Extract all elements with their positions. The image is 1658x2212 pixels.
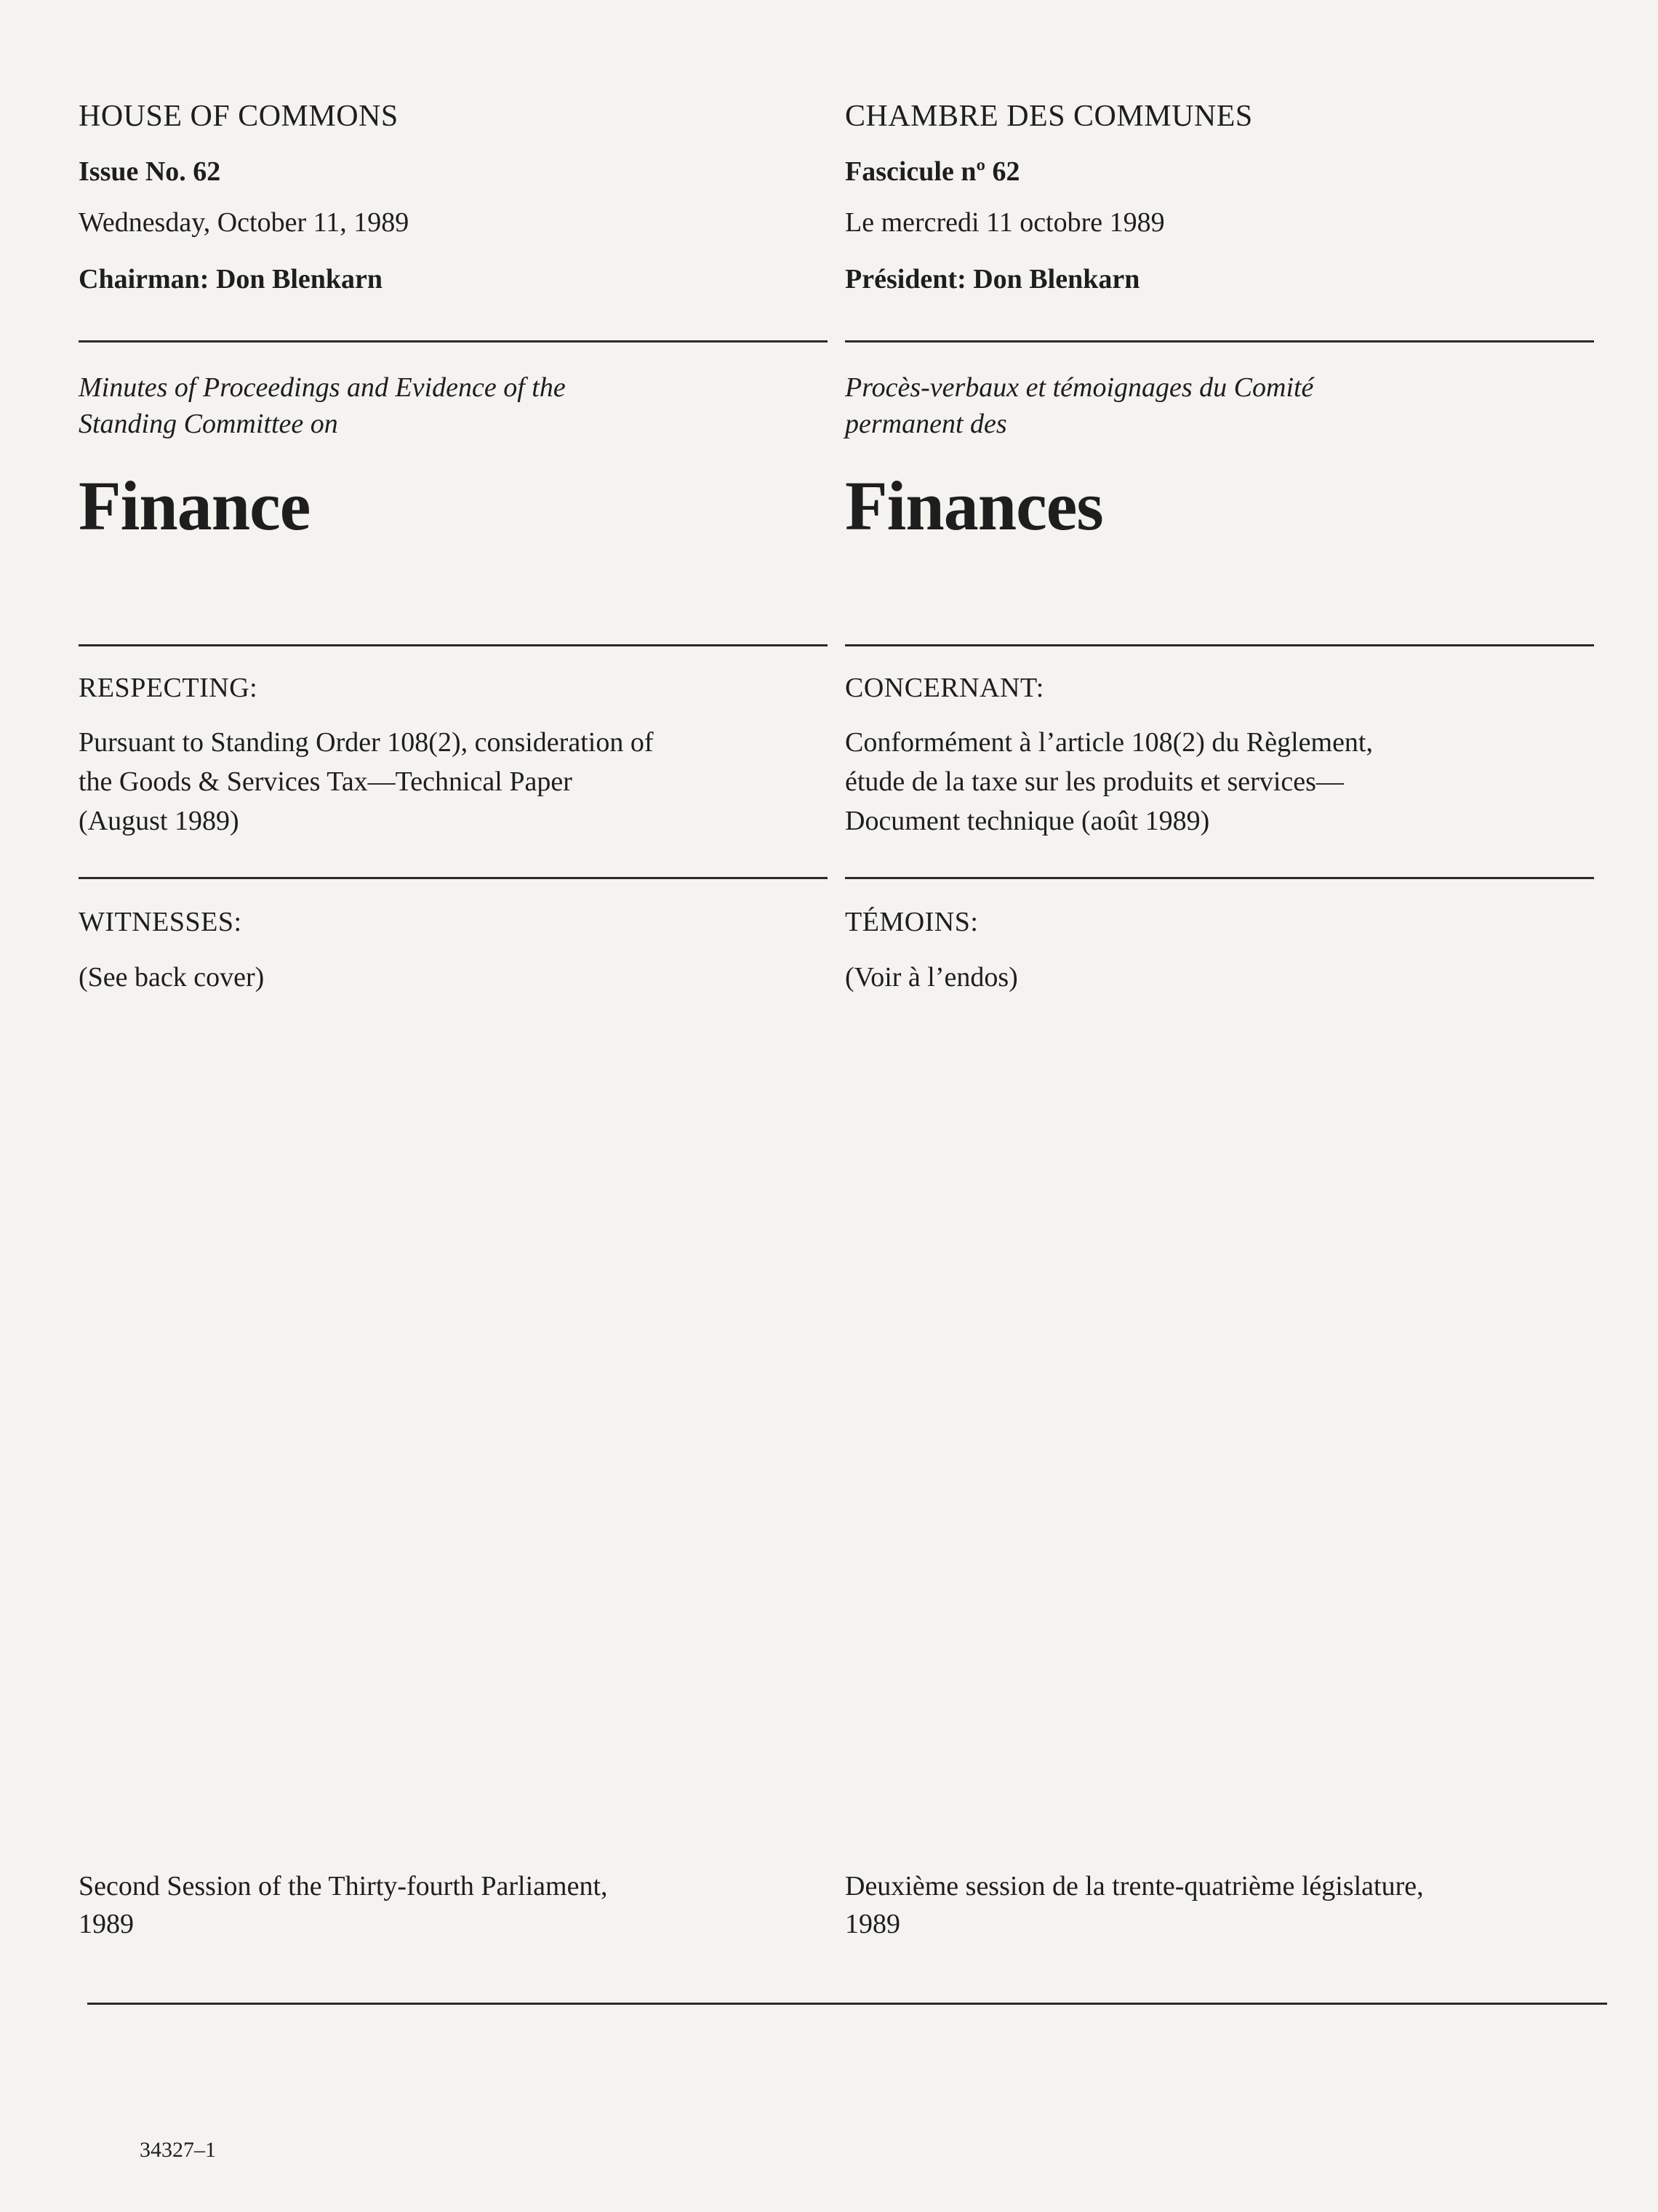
topic-line: Document technique (août 1989) bbox=[845, 806, 1210, 836]
house-name: CHAMBRE DES COMMUNES bbox=[845, 100, 1253, 133]
witnesses-label: TÉMOINS: bbox=[845, 907, 979, 937]
respecting-topic bbox=[845, 723, 1601, 841]
divider-rule bbox=[79, 877, 828, 879]
topic-line: Pursuant to Standing Order 108(2), consideration of bbox=[79, 727, 654, 758]
respecting-topic bbox=[79, 723, 835, 841]
topic-line: Conformément à l’article 108(2) du Règlement, bbox=[845, 727, 1373, 758]
session-line: Second Session of the Thirty-fourth Parliament, bbox=[79, 1871, 608, 1902]
witnesses-label: WITNESSES: bbox=[79, 907, 242, 937]
english-column bbox=[79, 0, 835, 2212]
witnesses-note: (See back cover) bbox=[79, 962, 265, 993]
divider-rule bbox=[79, 644, 828, 646]
house-name: HOUSE OF COMMONS bbox=[79, 100, 399, 133]
divider-rule bbox=[845, 877, 1594, 879]
session-info bbox=[79, 1867, 849, 1943]
topic-line: the Goods & Services Tax—Technical Paper bbox=[79, 766, 572, 797]
bottom-divider-rule bbox=[87, 2003, 1607, 2005]
session-info bbox=[845, 1867, 1616, 1943]
minutes-heading bbox=[845, 369, 1572, 442]
minutes-heading bbox=[79, 369, 806, 442]
minutes-line: Minutes of Proceedings and Evidence of the bbox=[79, 372, 566, 403]
chairman: Chairman: Don Blenkarn bbox=[79, 264, 383, 294]
issue-date: Wednesday, October 11, 1989 bbox=[79, 207, 409, 238]
catalog-number: 34327–1 bbox=[140, 2138, 216, 2162]
issue-number: Issue No. 62 bbox=[79, 156, 221, 187]
witnesses-note: (Voir à l’endos) bbox=[845, 962, 1018, 993]
respecting-label: RESPECTING: bbox=[79, 673, 258, 703]
issue-date: Le mercredi 11 octobre 1989 bbox=[845, 207, 1165, 238]
issue-number: Fascicule nº 62 bbox=[845, 156, 1020, 187]
session-line: 1989 bbox=[79, 1909, 134, 1939]
committee-title: Finances bbox=[845, 467, 1103, 545]
chairman: Président: Don Blenkarn bbox=[845, 264, 1140, 294]
session-line: Deuxième session de la trente-quatrième législature, bbox=[845, 1871, 1424, 1902]
french-column bbox=[845, 0, 1601, 2212]
divider-rule bbox=[845, 340, 1594, 342]
minutes-line: Procès-verbaux et témoignages du Comité bbox=[845, 372, 1314, 403]
divider-rule bbox=[79, 340, 828, 342]
respecting-label: CONCERNANT: bbox=[845, 673, 1044, 703]
minutes-line: permanent des bbox=[845, 409, 1007, 439]
topic-line: étude de la taxe sur les produits et services— bbox=[845, 766, 1344, 797]
session-line: 1989 bbox=[845, 1909, 900, 1939]
divider-rule bbox=[845, 644, 1594, 646]
committee-title: Finance bbox=[79, 467, 311, 545]
minutes-line: Standing Committee on bbox=[79, 409, 338, 439]
topic-line: (August 1989) bbox=[79, 806, 239, 836]
